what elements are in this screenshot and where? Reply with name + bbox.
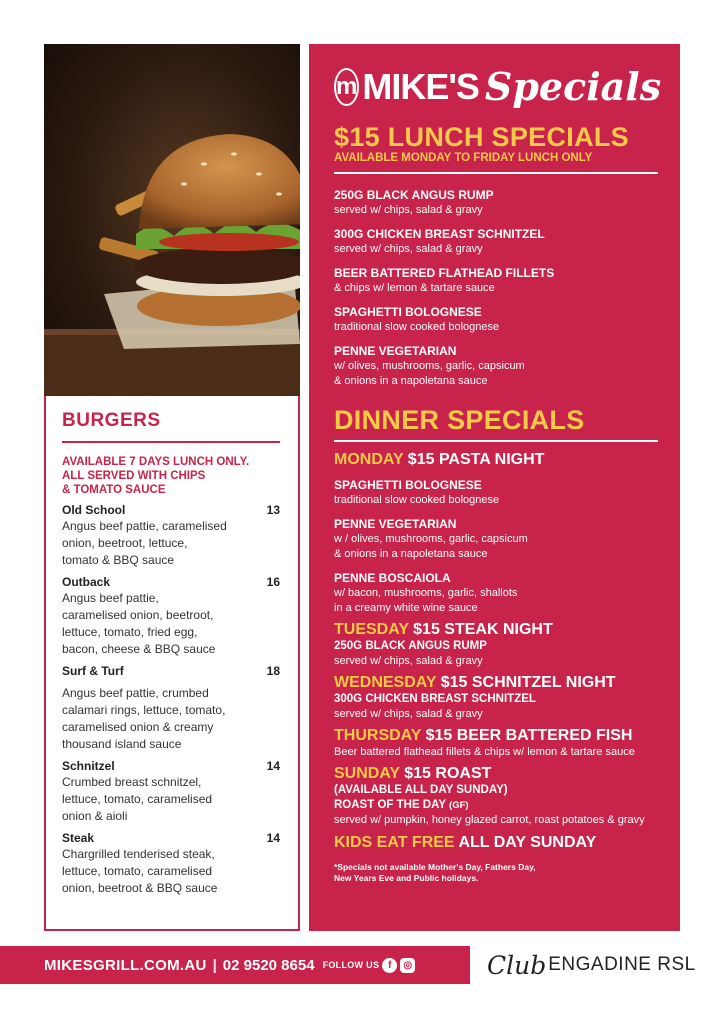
wednesday-desc: served w/ chips, salad & gravy — [334, 708, 483, 720]
thursday-desc: Beer battered flathead fillets & chips w/ lemon & tartare sauce — [334, 746, 635, 758]
club-script: Club — [487, 950, 547, 980]
wednesday-heading — [334, 673, 658, 692]
burgers-section — [44, 396, 300, 931]
sunday-item — [334, 798, 658, 813]
gf-badge: (GF) — [449, 800, 469, 811]
sunday-note: (AVAILABLE ALL DAY SUNDAY) — [334, 784, 508, 796]
lunch-item-name: BEER BATTERED FLATHEAD FILLETS — [334, 266, 555, 280]
instagram-icon[interactable]: ◎ — [400, 958, 415, 973]
night-day: THURSDAY — [334, 727, 422, 744]
burgers-note-line: ALL SERVED WITH CHIPS — [62, 470, 206, 482]
burger-desc-line: lettuce, tomato, caramelised — [62, 792, 213, 806]
dinner-item-name: SPAGHETTI BOLOGNESE — [334, 478, 482, 492]
dinner-item-desc: in a creamy white wine sauce — [334, 602, 478, 614]
burger-desc — [62, 590, 237, 658]
night-day: MONDAY — [334, 451, 404, 468]
night-rest: $15 STEAK NIGHT — [408, 621, 553, 638]
logo-script: Specials — [484, 64, 662, 109]
lunch-item-desc: traditional slow cooked bolognese — [334, 321, 500, 333]
night-day: WEDNESDAY — [334, 674, 437, 691]
dinner-item-desc: w/ bacon, mushrooms, garlic, shallots — [334, 587, 518, 599]
phone-number[interactable]: 02 9520 8654 — [222, 956, 315, 974]
tuesday-desc: served w/ chips, salad & gravy — [334, 655, 483, 667]
lunch-item-name: SPAGHETTI BOLOGNESE — [334, 305, 482, 319]
burger-desc-line: Crumbed breast schnitzel, — [62, 775, 202, 789]
dinner-item-desc: traditional slow cooked bolognese — [334, 494, 500, 506]
burger-item-schnitzel — [62, 759, 280, 825]
burger-desc-line: lettuce, tomato, caramelised — [62, 864, 213, 878]
burger-desc — [62, 685, 247, 753]
wednesday-item: 300G CHICKEN BREAST SCHNITZEL — [334, 693, 536, 705]
dinner-divider — [334, 440, 658, 442]
lunch-item-name: PENNE VEGETARIAN — [334, 344, 457, 358]
dinner-item-desc: & onions in a napoletana sauce — [334, 548, 488, 560]
footer-separator: | — [212, 956, 217, 974]
lunch-divider — [334, 172, 658, 174]
burger-name: Surf & Turf — [62, 664, 124, 678]
burger-desc-line: tomato & BBQ sauce — [62, 553, 175, 567]
lunch-item-desc: served w/ chips, salad & gravy — [334, 204, 483, 216]
monday-item — [334, 517, 658, 562]
lunch-item-name: 250G BLACK ANGUS RUMP — [334, 188, 494, 202]
specials-footnote — [334, 862, 564, 884]
burger-desc — [62, 846, 237, 897]
burger-desc-line: caramelised onion, beetroot, — [62, 608, 214, 622]
night-rest: $15 BEER BATTERED FISH — [421, 727, 633, 744]
burger-price: 18 — [266, 664, 280, 678]
burger-desc-line: onion & aioli — [62, 809, 128, 823]
burger-name: Outback — [62, 575, 111, 589]
burgers-title: BURGERS — [62, 410, 161, 431]
lunch-item — [334, 266, 658, 296]
burger-desc-line: Angus beef pattie, crumbed — [62, 686, 209, 700]
specials-panel — [309, 44, 680, 931]
dinner-title: DINNER SPECIALS — [334, 405, 585, 435]
thursday-heading — [334, 726, 658, 745]
monday-heading — [334, 450, 658, 469]
burgers-divider — [62, 441, 280, 443]
night-day: SUNDAY — [334, 765, 400, 782]
burgers-note — [62, 455, 280, 497]
burger-price: 16 — [266, 575, 280, 589]
lunch-item-desc: w/ olives, mushrooms, garlic, capsicum — [334, 360, 525, 372]
burger-desc-line: thousand island sauce — [62, 737, 182, 751]
burger-desc — [62, 774, 237, 825]
lunch-title: $15 LUNCH SPECIALS — [334, 122, 629, 152]
burger-desc-line: onion, beetroot, lettuce, — [62, 536, 188, 550]
monday-item — [334, 571, 658, 616]
burger-desc-line: Chargrilled tenderised steak, — [62, 847, 215, 861]
burger-item-surf-turf — [62, 664, 280, 753]
footer-bar — [0, 946, 470, 984]
footnote-line: New Years Eve and Public holidays. — [334, 873, 479, 883]
kids-heading — [334, 833, 658, 852]
lunch-item-desc: & onions in a napoletana sauce — [334, 375, 488, 387]
lunch-item — [334, 188, 658, 218]
sunday-heading — [334, 764, 658, 783]
follow-us-label: FOLLOW US — [322, 960, 380, 970]
logo-brand: MIKE'S — [362, 66, 479, 107]
website-link[interactable]: MIKESGRILL.COM.AU — [44, 956, 207, 974]
footnote-line: *Specials not available Mother's Day, Fathers Day, — [334, 862, 536, 872]
burger-item-old-school — [62, 503, 280, 569]
lunch-item — [334, 305, 658, 335]
mikes-specials-logo — [334, 44, 662, 122]
burger-name: Schnitzel — [62, 759, 115, 773]
burger-desc-line: caramelised onion & creamy — [62, 720, 214, 734]
burgers-note-line: & TOMATO SAUCE — [62, 484, 166, 496]
burger-photo — [44, 44, 300, 396]
night-rest: $15 PASTA NIGHT — [403, 451, 545, 468]
burger-desc-line: bacon, cheese & BBQ sauce — [62, 642, 216, 656]
sunday-desc: served w/ pumpkin, honey glazed carrot, roast potatoes & gravy — [334, 814, 645, 826]
club-engadine-logo — [487, 948, 696, 982]
facebook-icon[interactable]: f — [382, 958, 397, 973]
burger-price: 14 — [266, 831, 280, 845]
tuesday-item: 250G BLACK ANGUS RUMP — [334, 640, 487, 652]
lunch-item-name: 300G CHICKEN BREAST SCHNITZEL — [334, 227, 545, 241]
lunch-item — [334, 227, 658, 257]
dinner-item-name: PENNE VEGETARIAN — [334, 517, 457, 531]
lunch-item-desc: served w/ chips, salad & gravy — [334, 243, 483, 255]
club-name: ENGADINE RSL — [548, 954, 696, 975]
burger-desc-line: Angus beef pattie, caramelised — [62, 519, 227, 533]
burger-name: Steak — [62, 831, 95, 845]
sunday-item-name: ROAST OF THE DAY — [334, 799, 446, 811]
night-rest: $15 SCHNITZEL NIGHT — [436, 674, 616, 691]
night-day: KIDS EAT FREE — [334, 834, 455, 851]
burger-price: 13 — [266, 503, 280, 517]
burger-desc — [62, 518, 237, 569]
night-rest: $15 ROAST — [399, 765, 492, 782]
night-day: TUESDAY — [334, 621, 409, 638]
lunch-item-desc: & chips w/ lemon & tartare sauce — [334, 282, 495, 294]
burger-item-outback — [62, 575, 280, 658]
burgers-note-line: AVAILABLE 7 DAYS LUNCH ONLY. — [62, 456, 250, 468]
burger-item-steak — [62, 831, 280, 897]
dinner-item-name: PENNE BOSCAIOLA — [334, 571, 451, 585]
burger-illustration — [44, 44, 300, 396]
monday-item — [334, 478, 658, 508]
burger-desc-line: calamari rings, lettuce, tomato, — [62, 703, 226, 717]
logo-m-badge: m — [334, 68, 359, 106]
burger-name: Old School — [62, 503, 126, 517]
lunch-item — [334, 344, 658, 389]
burger-desc-line: onion, beetroot & BBQ sauce — [62, 881, 218, 895]
tuesday-heading — [334, 620, 658, 639]
burger-desc-line: Angus beef pattie, — [62, 591, 159, 605]
lunch-subtitle: AVAILABLE MONDAY TO FRIDAY LUNCH ONLY — [334, 152, 593, 164]
burger-price: 14 — [266, 759, 280, 773]
night-rest: ALL DAY SUNDAY — [454, 834, 597, 851]
burger-desc-line: lettuce, tomato, fried egg, — [62, 625, 198, 639]
dinner-item-desc: w / olives, mushrooms, garlic, capsicum — [334, 533, 528, 545]
